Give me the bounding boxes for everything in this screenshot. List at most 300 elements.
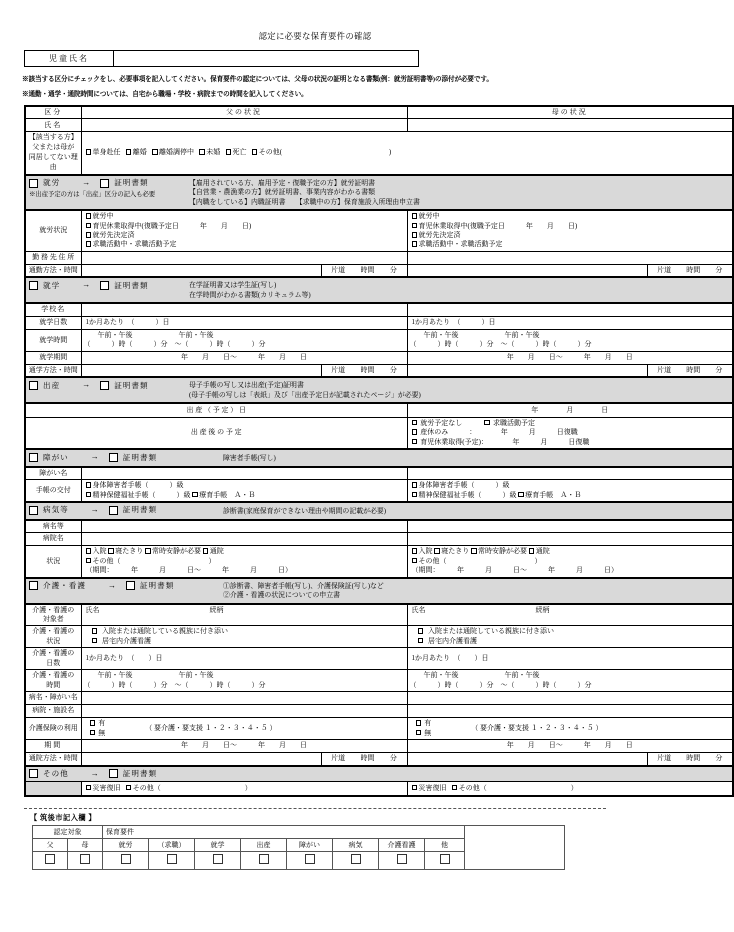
city-section-title: 【 筑後市記入欄 】 (30, 813, 97, 822)
checkbox-icon[interactable] (518, 492, 524, 498)
illness-doc-line-1: 診断書(家庭保育ができない理由や期間の記載が必要) (223, 508, 387, 516)
city-checkbox-disability[interactable] (287, 851, 333, 869)
checkbox-icon[interactable] (126, 149, 132, 155)
mother-other-options (407, 782, 733, 796)
option-rikon[interactable]: 離婚 (126, 148, 147, 156)
father-illness-status (81, 546, 407, 578)
table-row-due-date (25, 403, 733, 417)
row-label-care-situation: 介護・看護の 状況 (25, 626, 81, 648)
row-label-illness-status: 状況 (25, 546, 81, 578)
form-page (0, 30, 723, 932)
father-other-options (81, 782, 407, 796)
arrow-icon: → (90, 505, 99, 515)
checkbox-care-doc-icon[interactable] (126, 581, 135, 590)
city-label-work: 就労 (103, 838, 149, 851)
checkbox-disability-doc-icon[interactable] (109, 453, 118, 462)
note-line-1: ※該当する区分にチェックをし、必要事項を記入してください。保育要件の認定については、父母の状況の証明となる書類(例：就労証明書等)の添付が必要です。 (22, 76, 493, 83)
mother-care-period[interactable]: 年 月 日～ 年 月 日 (407, 740, 733, 753)
requirements-table (24, 105, 734, 797)
row-label-school-commute: 通学方法・時間 (25, 364, 81, 377)
separation-options (81, 132, 733, 175)
opt[interactable]: 入院または通院している親族に付き添い (418, 627, 731, 636)
city-checkbox-mother[interactable] (68, 851, 103, 869)
mother-work-status (407, 210, 733, 251)
checkbox-icon[interactable] (412, 232, 418, 238)
row-label-separation: 【該当する方】 父または母が 同居してない理由 (25, 132, 81, 175)
band-school (25, 277, 733, 303)
table-row-name (25, 119, 733, 132)
checkbox-icon[interactable] (412, 420, 418, 426)
section-title-school: 就学 (43, 280, 61, 290)
checkbox-icon[interactable] (412, 213, 418, 219)
mother-care-target[interactable]: 氏名 続柄 (407, 604, 733, 626)
band-other (25, 766, 733, 782)
table-row-care-days (25, 648, 733, 670)
opt[interactable]: 就労先決定済 (86, 231, 405, 240)
opt[interactable]: 就労中 (86, 212, 405, 221)
checkbox-icon[interactable] (412, 429, 418, 435)
opt[interactable]: 求職活動中・求職活動予定 (86, 240, 405, 249)
father-care-time[interactable]: 午前・午後 午前・午後 （ ）時（ ）分 ～（ ）時（ ）分 (81, 670, 407, 692)
row-label-disability-name: 障がい名 (25, 467, 81, 480)
father-school-commute-method[interactable] (81, 364, 321, 377)
opt[interactable]: 身体障害者手帳（ ）級 (412, 481, 731, 490)
mother-school-days[interactable]: 1か月あたり （ ）日 (407, 316, 733, 329)
section-band-disability (25, 449, 733, 467)
father-commute-time[interactable]: 片道 時間 分 (321, 264, 407, 277)
checkbox-icon[interactable] (471, 548, 477, 554)
checkbox-icon[interactable] (86, 223, 92, 229)
father-care-period[interactable]: 年 月 日～ 年 月 日 (81, 740, 407, 753)
opt[interactable]: 精神保健福祉手帳（ ）級 療育手帳 Ａ・Ｂ (86, 491, 405, 500)
care-insurance-levels[interactable]: （ 要介護・要支援 １・２・３・４・５ ） (471, 723, 603, 732)
checkbox-icon[interactable] (90, 720, 96, 726)
mother-school-commute-time[interactable]: 片道 時間 分 (647, 364, 733, 377)
city-label-school: 就学 (195, 838, 241, 851)
mother-care-disease[interactable] (407, 692, 733, 705)
checkbox-icon[interactable] (412, 223, 418, 229)
father-work-status (81, 210, 407, 251)
checkbox-school-icon[interactable] (29, 281, 38, 290)
option-shibo[interactable]: 死亡 (226, 148, 247, 156)
row-label-care-commute: 通院方法・時間 (25, 753, 81, 766)
doc-label-other: 証明書類 (122, 768, 158, 778)
mother-hospital-name[interactable] (407, 533, 733, 546)
school-doc-line-2: 在学時間がわかる書類(カリキュラム等) (189, 291, 311, 299)
checkbox-other-icon[interactable] (29, 769, 38, 778)
school-doc-line-1: 在学証明書又は学生証(写し) (189, 282, 277, 290)
table-row-commute (25, 264, 733, 277)
checkbox-icon[interactable] (305, 854, 315, 864)
opt[interactable]: 就労先決定済 (412, 231, 731, 240)
father-school-name[interactable] (81, 303, 407, 316)
checkbox-birth-doc-icon[interactable] (100, 381, 109, 390)
opt[interactable]: 産休のみ ： 年 月 日復職 (412, 428, 731, 437)
row-label-care-facility: 病院・施設名 (25, 705, 81, 718)
city-checkbox-school[interactable] (195, 851, 241, 869)
father-disease-name[interactable] (81, 520, 407, 533)
mother-care-facility[interactable] (407, 705, 733, 718)
city-label-birth: 出産 (241, 838, 287, 851)
child-name-row (24, 50, 630, 67)
mother-disability-name[interactable] (407, 467, 733, 480)
section-title-disability: 障がい (43, 452, 69, 462)
checkbox-icon[interactable] (45, 854, 55, 864)
city-label-mother: 母 (68, 838, 103, 851)
table-row-hospital-name (25, 533, 733, 546)
opt[interactable]: その他（ ） (452, 784, 578, 792)
section-band-birth (25, 377, 733, 403)
checkbox-icon[interactable] (351, 854, 361, 864)
table-row-work-address (25, 251, 733, 264)
mother-work-address[interactable] (407, 251, 733, 264)
mother-care-days[interactable]: 1か月あたり （ ）日 (407, 648, 733, 670)
table-row-after-birth (25, 417, 733, 449)
checkbox-icon[interactable] (145, 548, 151, 554)
mother-care-commute-time[interactable]: 片道 時間 分 (647, 753, 733, 766)
doc-label-illness: 証明書類 (122, 505, 158, 515)
opt[interactable]: 就労中 (412, 212, 731, 221)
city-label-father: 父 (33, 838, 68, 851)
city-checkbox-other[interactable] (425, 851, 465, 869)
checkbox-icon[interactable] (412, 492, 418, 498)
checkbox-icon[interactable] (80, 854, 90, 864)
opt[interactable]: その他（ ） (412, 557, 731, 566)
table-row-disability-cert (25, 480, 733, 502)
birth-doc-line-2: (母子手帳の写しは「表紙」及び「出産予定日が記載されたページ」が必要) (189, 391, 421, 399)
opt[interactable]: その他（ ） (126, 784, 252, 792)
checkbox-icon[interactable] (452, 785, 458, 791)
checkbox-icon[interactable] (121, 854, 131, 864)
table-row-school-days (25, 316, 733, 329)
city-header-row (33, 825, 565, 838)
city-label-disability: 障がい (287, 838, 333, 851)
opt[interactable]: 精神保健福祉手帳（ ）級 療育手帳 Ａ・Ｂ (412, 491, 731, 500)
opt[interactable]: 入院 寝たきり 常時安静が必要 通院 (412, 547, 731, 556)
checkbox-icon[interactable] (412, 241, 418, 247)
father-care-commute-method[interactable] (81, 753, 321, 766)
arrow-icon: → (90, 768, 99, 778)
row-label-care-days: 介護・看護の 日数 (25, 648, 81, 670)
table-row-care-insurance (25, 718, 733, 740)
option-chotei[interactable]: 離婚調停中 (152, 148, 194, 156)
checkbox-icon[interactable] (86, 482, 92, 488)
father-work-address[interactable] (81, 251, 407, 264)
opt[interactable]: 育児休業取得(予定)： 年 月 日復職 (412, 438, 731, 447)
mother-care-commute-method[interactable] (407, 753, 647, 766)
section-band-work (25, 175, 733, 211)
option-sonota[interactable]: その他( ) (252, 148, 391, 156)
section-band-illness (25, 502, 733, 520)
city-checkbox-care[interactable] (379, 851, 425, 869)
opt[interactable]: 身体障害者手帳（ ）級 (86, 481, 405, 490)
checkbox-icon[interactable] (86, 232, 92, 238)
checkbox-icon[interactable] (192, 492, 198, 498)
child-name-input[interactable] (114, 50, 419, 67)
note-line-2: ※通勤・通学・通院時間については、自宅から職場・学校・病院までの時間を記入してください。 (22, 91, 308, 98)
checkbox-icon[interactable] (152, 149, 158, 155)
row-label-care-disease: 病名・障がい名 (25, 692, 81, 705)
table-header-row (25, 106, 733, 119)
table-row-work-status (25, 210, 733, 251)
birth-doc-line-1: 母子手帳の写し又は出産(予定)証明書 (189, 382, 304, 390)
opt[interactable]: 無 (416, 729, 432, 738)
band-illness (25, 502, 733, 520)
work-doc-line-1: 【雇用されている方、雇用予定・復職予定の方】就労証明書 (189, 179, 376, 187)
father-school-time[interactable]: 午前・午後 午前・午後 （ ）時（ ）分 ～（ ）時（ ）分 (81, 329, 407, 351)
table-row-care-disease (25, 692, 733, 705)
option-tanshin[interactable]: 単身赴任 (86, 148, 121, 156)
mother-care-insurance (407, 718, 733, 740)
table-row-school-name (25, 303, 733, 316)
checkbox-icon[interactable] (86, 548, 92, 554)
city-col-requirement: 保育要件 (103, 825, 465, 838)
table-row-illness-status (25, 546, 733, 578)
father-care-disease[interactable] (81, 692, 407, 705)
work-doc-line-3: 【内職をしている】内職証明書 【求職中の方】保育施設入所理由申立書 (189, 198, 420, 206)
row-label-commute: 通勤方法・時間 (25, 264, 81, 277)
care-insurance-levels[interactable]: （ 要介護・要支援 １・２・３・４・５ ） (145, 723, 277, 732)
checkbox-work-icon[interactable] (29, 179, 38, 188)
arrow-icon: → (90, 452, 99, 462)
table-row-separation (25, 132, 733, 175)
mother-disease-name[interactable] (407, 520, 733, 533)
mother-school-period[interactable]: 年 月 日～ 年 月 日 (407, 351, 733, 364)
doc-label-school: 証明書類 (114, 280, 149, 290)
opt[interactable]: 入院 寝たきり 常時安静が必要 通院 (86, 547, 405, 556)
table-row-school-commute (25, 364, 733, 377)
city-label-illness: 病気 (333, 838, 379, 851)
table-row-care-period (25, 740, 733, 753)
table-row-disease-name (25, 520, 733, 533)
checkbox-illness-doc-icon[interactable] (109, 506, 118, 515)
checkbox-other-doc-icon[interactable] (109, 769, 118, 778)
checkbox-icon[interactable] (412, 558, 418, 564)
band-work (25, 175, 733, 211)
header-mother: 母の状況 (407, 106, 733, 119)
row-label-care-period: 期間 (25, 740, 81, 753)
illness-period[interactable]: （期間： 年 月 日～ 年 月 日） (85, 566, 292, 575)
checkbox-school-doc-icon[interactable] (100, 281, 109, 290)
opt[interactable]: 育児休業取得中(復職予定日 年 月 日) (412, 222, 731, 231)
checkbox-icon[interactable] (199, 149, 205, 155)
table-row-care-commute (25, 753, 733, 766)
father-care-situation (81, 626, 407, 648)
mother-disability-cert (407, 480, 733, 502)
mother-commute-method[interactable] (407, 264, 647, 277)
opt[interactable]: 有 (416, 719, 432, 728)
care-doc-line-1: ①診断書、障害者手帳(写し)、介護保険証(写し)など (223, 582, 384, 590)
doc-label-care: 証明書類 (139, 580, 175, 590)
section-title-other: その他 (43, 768, 69, 778)
doc-label-disability: 証明書類 (122, 452, 158, 462)
doc-label-birth: 証明書類 (114, 380, 149, 390)
section-title-birth: 出産 (43, 380, 61, 390)
row-label-school-time: 就学時間 (25, 329, 81, 351)
table-row-care-situation (25, 626, 733, 648)
checkbox-icon[interactable] (440, 854, 450, 864)
checkbox-birth-icon[interactable] (29, 381, 38, 390)
checkbox-icon[interactable] (259, 854, 269, 864)
arrow-icon: → (82, 280, 91, 290)
checkbox-icon[interactable] (92, 638, 98, 644)
checkbox-icon[interactable] (90, 730, 96, 736)
opt[interactable]: 無 (90, 729, 106, 738)
arrow-icon: → (107, 580, 116, 590)
mother-commute-time[interactable]: 片道 時間 分 (647, 264, 733, 277)
checkbox-icon[interactable] (86, 241, 92, 247)
opt[interactable]: 求職活動中・求職活動予定 (412, 240, 731, 249)
checkbox-icon[interactable] (434, 548, 440, 554)
after-birth-options (407, 417, 733, 449)
city-checkbox-work[interactable] (103, 851, 149, 869)
page-title: 認定に必要な保育要件の確認 (258, 32, 372, 41)
row-label-work-status: 就労状況 (25, 210, 81, 251)
band-care (25, 578, 733, 604)
row-label-due-date: 出 産 （ 予 定 ） 日 (25, 403, 407, 417)
mother-care-time[interactable]: 午前・午後 午前・午後 （ ）時（ ）分 ～（ ）時（ ）分 (407, 670, 733, 692)
checkbox-icon[interactable] (86, 149, 92, 155)
city-checkbox-jobseek[interactable] (149, 851, 195, 869)
father-hospital-name[interactable] (81, 533, 407, 546)
checkbox-icon[interactable] (126, 785, 132, 791)
opt[interactable]: 居宅内介護看護 (418, 637, 731, 646)
checkbox-icon[interactable] (416, 730, 422, 736)
checkbox-icon[interactable] (92, 628, 98, 634)
row-label-care-insurance: 介護保険の利用 (25, 718, 81, 740)
child-name-label: 児童氏名 (24, 50, 114, 67)
mother-school-name[interactable] (407, 303, 733, 316)
checkbox-icon[interactable] (86, 492, 92, 498)
father-care-target[interactable]: 氏名 続柄 (81, 604, 407, 626)
checkbox-icon[interactable] (108, 548, 114, 554)
opt[interactable]: 有 (90, 719, 106, 728)
father-school-commute-time[interactable]: 片道 時間 分 (321, 364, 407, 377)
mother-name-cell[interactable] (407, 119, 733, 132)
checkbox-icon[interactable] (418, 638, 424, 644)
checkbox-icon[interactable] (412, 785, 418, 791)
checkbox-work-doc-icon[interactable] (100, 179, 109, 188)
section-band-other (25, 766, 733, 782)
header-father: 父の状況 (81, 106, 407, 119)
band-disability (25, 449, 733, 467)
table-row-care-facility (25, 705, 733, 718)
work-doc-line-2: 【自営業・農漁業の方】就労証明書、事業内容がわかる書類 (189, 189, 376, 197)
care-doc-line-2: ②介護・看護の状況についての申立書 (223, 592, 341, 600)
father-care-insurance (81, 718, 407, 740)
father-care-commute-time[interactable]: 片道 時間 分 (321, 753, 407, 766)
mother-illness-status (407, 546, 733, 578)
opt[interactable]: 災害復旧 (412, 784, 447, 792)
table-row-other-options (25, 782, 733, 796)
checkbox-icon[interactable] (412, 439, 418, 445)
section-band-school (25, 277, 733, 303)
arrow-icon: → (82, 380, 91, 390)
table-row-care-time (25, 670, 733, 692)
father-name-cell[interactable] (81, 119, 407, 132)
father-care-facility[interactable] (81, 705, 407, 718)
city-checkbox-father[interactable] (33, 851, 68, 869)
city-label-other: 他 (425, 838, 465, 851)
checkbox-icon[interactable] (529, 548, 535, 554)
father-school-days[interactable]: 1か月あたり （ ）日 (81, 316, 407, 329)
table-row-care-target (25, 604, 733, 626)
city-col-target: 認定対象 (33, 825, 103, 838)
row-label-hospital-name: 病院名 (25, 533, 81, 546)
row-label-school-days: 就学日数 (25, 316, 81, 329)
checkbox-icon[interactable] (203, 548, 209, 554)
checkbox-icon[interactable] (226, 149, 232, 155)
opt[interactable]: 災害復旧 (86, 784, 121, 792)
checkbox-icon[interactable] (412, 548, 418, 554)
table-row-school-period (25, 351, 733, 364)
father-care-days[interactable]: 1か月あたり （ ）日 (81, 648, 407, 670)
header-category: 区分 (25, 106, 81, 119)
checkbox-care-icon[interactable] (29, 581, 38, 590)
checkbox-disability-icon[interactable] (29, 453, 38, 462)
checkbox-icon[interactable] (86, 558, 92, 564)
row-label-name: 氏名 (25, 119, 81, 132)
opt[interactable]: 育児休業取得中(復職予定日 年 月 日) (86, 222, 405, 231)
dashed-divider (24, 808, 606, 809)
disability-doc-line-1: 障害者手帳(写し) (223, 455, 276, 463)
table-row-disability-name (25, 467, 733, 480)
opt[interactable]: その他（ ） (86, 557, 405, 566)
checkbox-icon[interactable] (418, 628, 424, 634)
due-date-value[interactable]: 年 月 日 (407, 403, 733, 417)
father-disability-name[interactable] (81, 467, 407, 480)
checkbox-icon[interactable] (397, 854, 407, 864)
city-checkbox-birth[interactable] (241, 851, 287, 869)
opt[interactable]: 入院または通院している親族に付き添い (92, 627, 405, 636)
checkbox-icon[interactable] (86, 213, 92, 219)
section-band-care (25, 578, 733, 604)
mother-school-time[interactable]: 午前・午後 午前・午後 （ ）時（ ）分 ～（ ）時（ ）分 (407, 329, 733, 351)
father-commute-method[interactable] (81, 264, 321, 277)
illness-period[interactable]: （期間： 年 月 日～ 年 月 日） (411, 566, 618, 575)
checkbox-icon[interactable] (416, 720, 422, 726)
city-label-jobseek: （求職） (149, 838, 195, 851)
row-label-disability-cert: 手帳の交付 (25, 480, 81, 502)
section-title-care: 介護・看護 (43, 580, 86, 590)
opt[interactable]: 就労予定なし 求職活動予定 (412, 419, 731, 428)
mother-school-commute-method[interactable] (407, 364, 647, 377)
row-label-work-address: 勤 務 先 住 所 (25, 251, 81, 264)
row-label-after-birth: 出 産 後 の 予 定 (25, 417, 407, 449)
option-mikon[interactable]: 未婚 (199, 148, 220, 156)
city-label-care: 介護看護 (379, 838, 425, 851)
checkbox-icon[interactable] (252, 149, 258, 155)
father-school-period[interactable]: 年 月 日～ 年 月 日 (81, 351, 407, 364)
row-label-school-period: 就学期間 (25, 351, 81, 364)
city-notes-cell[interactable] (465, 825, 565, 869)
mother-care-situation (407, 626, 733, 648)
checkbox-icon[interactable] (412, 482, 418, 488)
other-blank-label (25, 782, 81, 796)
city-checkbox-illness[interactable] (333, 851, 379, 869)
checkbox-icon[interactable] (213, 854, 223, 864)
row-label-care-target: 介護・看護の 対象者 (25, 604, 81, 626)
opt[interactable]: 居宅内介護看護 (92, 637, 405, 646)
checkbox-icon[interactable] (86, 785, 92, 791)
checkbox-icon[interactable] (484, 420, 490, 426)
section-title-work: 就労 (43, 177, 61, 187)
checkbox-icon[interactable] (167, 854, 177, 864)
checkbox-illness-icon[interactable] (29, 506, 38, 515)
arrow-icon: → (82, 177, 91, 187)
table-row-school-time (25, 329, 733, 351)
city-record-table (32, 825, 565, 870)
